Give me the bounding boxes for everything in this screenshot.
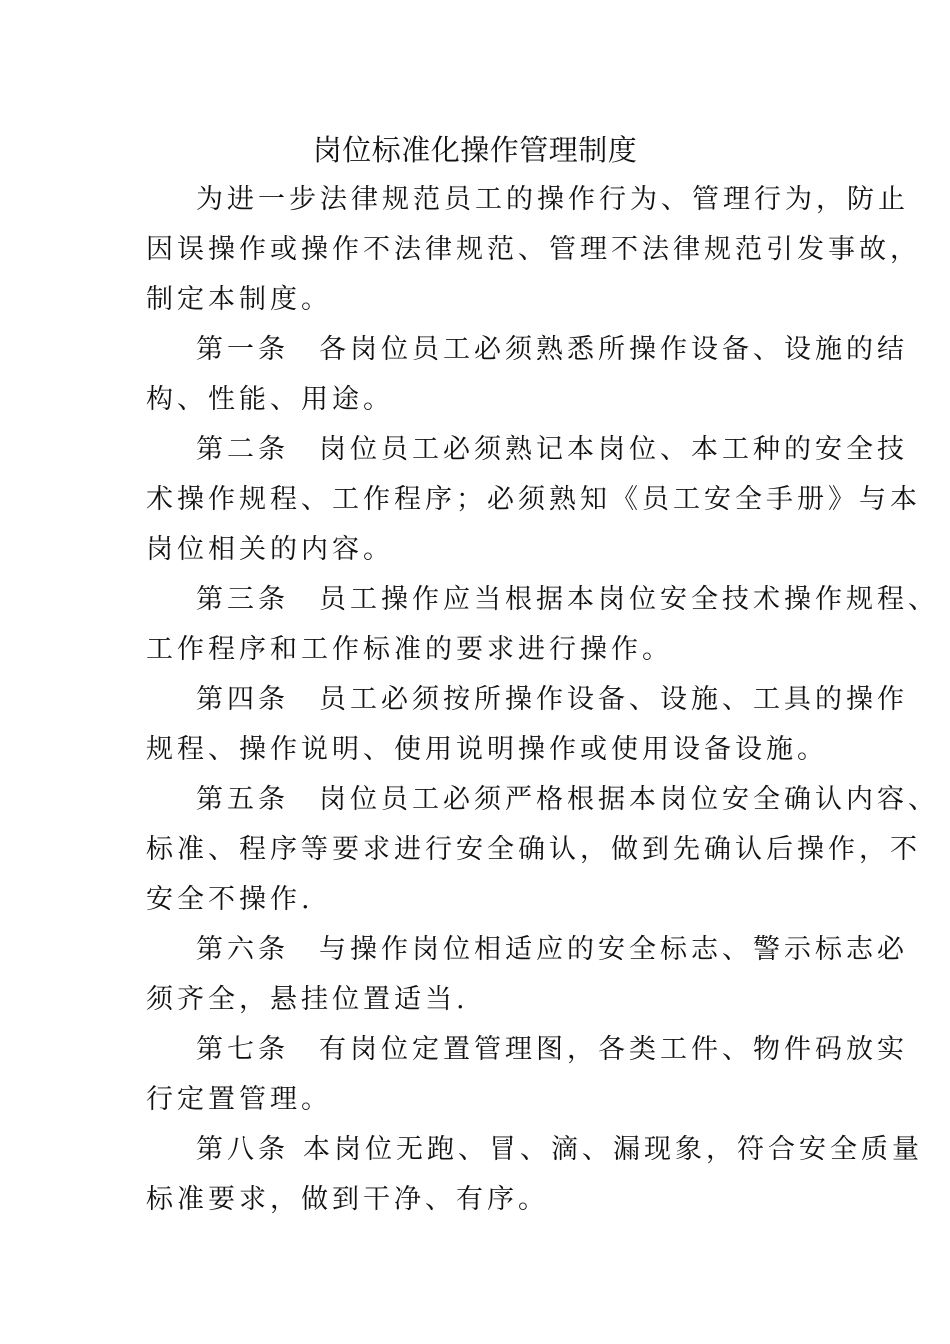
article-6-line-2: 须齐全，悬挂位置适当. xyxy=(146,984,469,1015)
article-label: 第四条 xyxy=(196,684,289,715)
article-2 xyxy=(196,430,910,470)
article-text: 员工操作应当根据本岗位安全技术操作规程、 xyxy=(319,584,939,615)
article-7 xyxy=(196,1030,910,1070)
article-2-line-2: 术操作规程、工作程序；必须熟知《员工安全手册》与本 xyxy=(146,484,921,515)
article-label: 第五条 xyxy=(196,784,289,815)
article-text: 有岗位定置管理图，各类工件、物件码放实 xyxy=(319,1034,908,1065)
article-7-line-2: 行定置管理。 xyxy=(146,1084,332,1115)
article-3 xyxy=(196,580,939,620)
article-8 xyxy=(196,1130,923,1170)
article-label: 第一条 xyxy=(196,334,289,365)
article-4-line-2: 规程、操作说明、使用说明操作或使用设备设施。 xyxy=(146,734,828,765)
article-4 xyxy=(196,680,910,720)
article-text: 与操作岗位相适应的安全标志、警示标志必 xyxy=(319,934,908,965)
article-label: 第八条 xyxy=(196,1134,289,1165)
document-title: 岗位标准化操作管理制度 xyxy=(312,133,638,167)
article-text: 各岗位员工必须熟悉所操作设备、设施的结 xyxy=(319,334,908,365)
article-text: 岗位员工必须熟记本岗位、本工种的安全技 xyxy=(319,434,908,465)
article-text: 本岗位无跑、冒、滴、漏现象，符合安全质量 xyxy=(303,1134,923,1165)
intro-line-3: 制定本制度。 xyxy=(146,284,332,315)
article-6 xyxy=(196,930,910,970)
article-1-line-2: 构、性能、用途。 xyxy=(146,384,394,415)
article-8-line-2: 标准要求，做到干净、有序。 xyxy=(146,1184,549,1215)
article-label: 第三条 xyxy=(196,584,289,615)
article-5 xyxy=(196,780,939,820)
article-text: 员工必须按所操作设备、设施、工具的操作 xyxy=(319,684,908,715)
article-label: 第六条 xyxy=(196,934,289,965)
article-label: 第七条 xyxy=(196,1034,289,1065)
article-5-line-3: 安全不操作. xyxy=(146,884,314,915)
article-1 xyxy=(196,330,910,370)
article-3-line-2: 工作程序和工作标准的要求进行操作。 xyxy=(146,634,673,665)
article-5-line-2: 标准、程序等要求进行安全确认，做到先确认后操作，不 xyxy=(146,834,921,865)
intro-line-1: 为进一步法律规范员工的操作行为、管理行为，防止 xyxy=(196,184,909,215)
intro-line-2: 因误操作或操作不法律规范、管理不法律规范引发事故， xyxy=(146,234,921,265)
article-text: 岗位员工必须严格根据本岗位安全确认内容、 xyxy=(319,784,939,815)
article-label: 第二条 xyxy=(196,434,289,465)
article-2-line-3: 岗位相关的内容。 xyxy=(146,534,394,565)
